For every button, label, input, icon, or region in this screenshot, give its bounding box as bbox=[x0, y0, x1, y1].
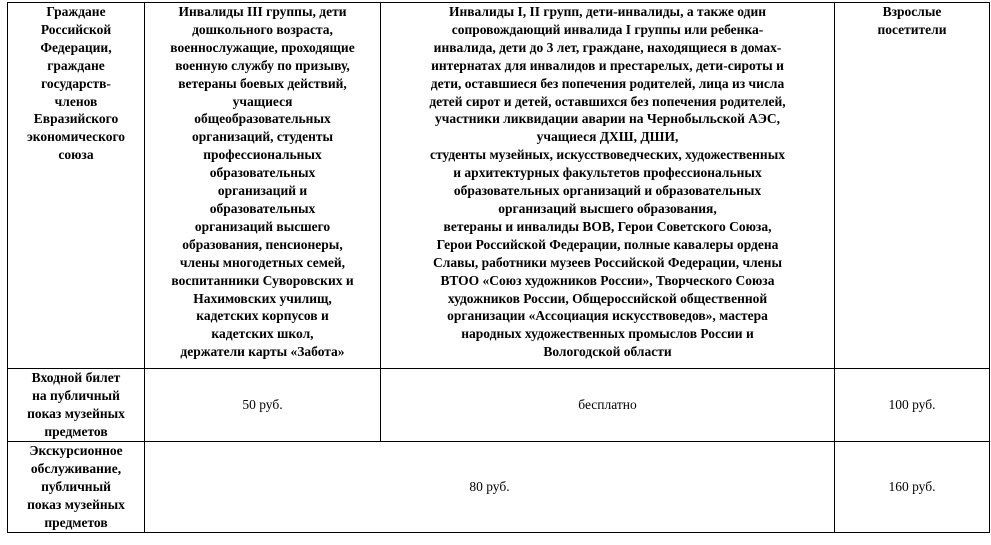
header-line: посетители bbox=[877, 21, 947, 37]
header-line: организаций и bbox=[217, 183, 308, 199]
header-line: образовательных bbox=[209, 165, 316, 181]
header-row bbox=[8, 3, 990, 369]
price-adults: 100 руб. bbox=[835, 369, 990, 442]
header-line: Граждане bbox=[46, 4, 106, 19]
header-line: ВТОО «Союз художников России», Творческого Союза bbox=[440, 272, 775, 288]
header-line: образовательных bbox=[209, 200, 316, 216]
row-label bbox=[8, 369, 145, 442]
header-line: ветераны боевых действий, bbox=[178, 75, 347, 91]
header-line: Славы, работники музеев Российской Федерации, члены bbox=[433, 254, 782, 270]
header-line: и архитектурных факультетов профессиональных bbox=[453, 165, 762, 181]
header-group3-category bbox=[145, 3, 381, 369]
header-line: художников России, Общероссийской общественной bbox=[447, 290, 768, 306]
price-group12: бесплатно bbox=[381, 369, 835, 442]
table-row-entry-ticket bbox=[8, 369, 990, 442]
row-label bbox=[8, 442, 145, 533]
header-line: Герои Российской Федерации, полные кавалеры ордена bbox=[436, 236, 779, 252]
table-row-excursion bbox=[8, 442, 990, 533]
header-line: организации «Ассоциация искусствоведов», мастера bbox=[447, 308, 768, 324]
header-line: дети, оставшиеся без попечения родителей, лица из числа bbox=[430, 75, 785, 91]
row-label-line: Входной билет bbox=[31, 370, 121, 386]
header-line: образования, пенсионеры, bbox=[182, 236, 343, 252]
row-label-line: Экскурсионное bbox=[29, 443, 123, 459]
header-line: члены многодетных семей, bbox=[179, 254, 346, 270]
header-line: образовательных организаций и образовательных bbox=[453, 183, 762, 199]
header-line: Инвалиды III группы, дети bbox=[178, 4, 347, 19]
row-label-line: обслуживание, bbox=[30, 461, 122, 477]
header-line: дошкольного возраста, bbox=[192, 21, 333, 37]
header-line: кадетских школ, bbox=[211, 326, 314, 342]
header-line: Федерации, bbox=[40, 39, 112, 55]
row-label-line: предметов bbox=[44, 423, 108, 439]
price-merged: 80 руб. bbox=[145, 442, 835, 533]
price-group3: 50 руб. bbox=[145, 369, 381, 442]
header-line: ветераны и инвалиды ВОВ, Герои Советского Союза, bbox=[443, 218, 772, 234]
header-line: профессиональных bbox=[203, 147, 322, 163]
header-line: держатели карты «Забота» bbox=[180, 344, 345, 360]
header-citizens bbox=[8, 3, 145, 369]
header-line: студенты музейных, искусствоведческих, художественных bbox=[429, 147, 786, 163]
header-line: членов bbox=[54, 93, 98, 109]
row-label-line: показ музейных bbox=[27, 406, 125, 421]
row-label-line: предметов bbox=[44, 514, 108, 530]
header-line: союза bbox=[58, 147, 94, 163]
header-line: государств- bbox=[41, 75, 111, 91]
price-adults: 160 руб. bbox=[835, 442, 990, 533]
header-line: народных художественных промыслов России и bbox=[461, 326, 754, 342]
header-line: воспитанники Суворовских и bbox=[171, 272, 354, 288]
header-line: Российской bbox=[40, 21, 112, 37]
header-line: Евразийского bbox=[33, 111, 119, 127]
header-line: Инвалиды I, II групп, дети-инвалиды, а также один bbox=[448, 4, 767, 19]
price-table bbox=[7, 2, 990, 533]
header-line: общеобразовательных bbox=[194, 111, 331, 127]
row-label-line: показ музейных bbox=[27, 496, 125, 512]
header-line: организаций высшего образования, bbox=[498, 200, 717, 216]
header-line: организаций высшего bbox=[194, 218, 331, 234]
row-label-line: на публичный bbox=[32, 388, 120, 404]
header-line: учащиеся ДХШ, ДШИ, bbox=[536, 129, 679, 145]
header-line: сопровождающий инвалида I группы или ребенка- bbox=[451, 21, 764, 37]
header-line: Вологодской области bbox=[543, 344, 672, 360]
header-line: участники ликвидации аварии на Чернобыльской АЭС, bbox=[435, 111, 780, 127]
header-line: организаций, студенты bbox=[191, 129, 334, 145]
header-line: инвалида, дети до 3 лет, граждане, находящиеся в домах- bbox=[433, 39, 782, 55]
header-line: военнослужащие, проходящие bbox=[170, 39, 355, 55]
header-line: военную службу по призыву, bbox=[175, 57, 350, 73]
header-line: Нахимовских училищ, bbox=[193, 290, 332, 306]
header-line: Взрослые bbox=[882, 4, 942, 19]
header-line: кадетских корпусов и bbox=[196, 308, 329, 324]
header-line: граждане bbox=[47, 57, 105, 73]
header-adults bbox=[835, 3, 990, 369]
row-label-line: публичный bbox=[41, 479, 111, 495]
header-line: детей сирот и детей, оставшихся без попечения родителей, bbox=[429, 93, 786, 109]
header-group12-category bbox=[381, 3, 835, 369]
header-line: экономического bbox=[26, 129, 126, 145]
header-line: интернатах для инвалидов и престарелых, дети-сироты и bbox=[431, 57, 784, 73]
header-line: учащиеся bbox=[232, 93, 293, 109]
